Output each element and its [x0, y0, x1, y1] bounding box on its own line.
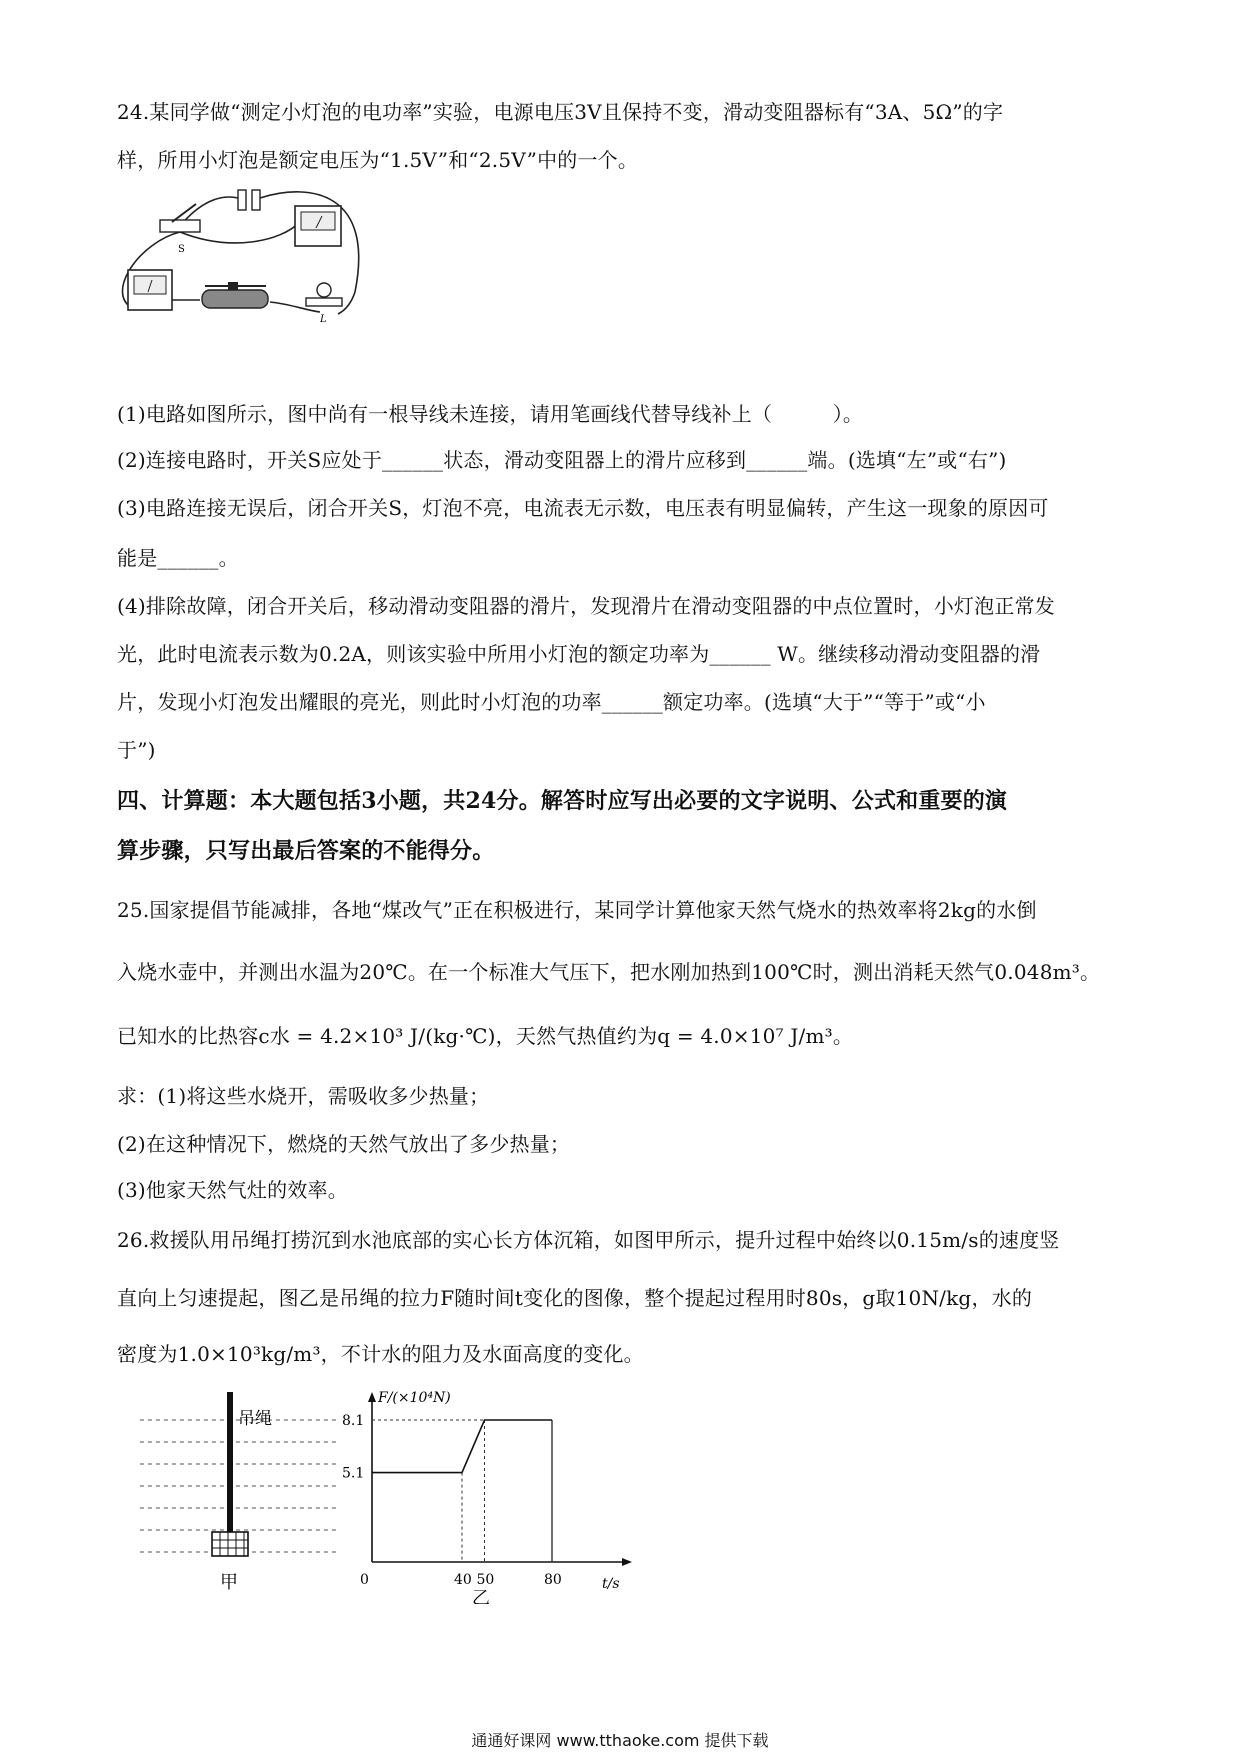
- caisson-box: [212, 1532, 248, 1556]
- x-axis-label: t/s: [602, 1576, 620, 1592]
- q24-part-4-line-2: 光，此时电流表示数为0.2A，则该实验中所用小灯泡的额定功率为______ W。继续移动滑动变阻器的滑: [117, 642, 1041, 666]
- lamp-label: L: [320, 314, 327, 325]
- lamp-icon: [306, 283, 342, 306]
- rheostat-icon: [202, 282, 268, 308]
- section-4-heading-line-2: 算步骤，只写出最后答案的不能得分。: [117, 838, 495, 864]
- x-tick-label: 40: [454, 1572, 472, 1588]
- q26-line-2: 直向上匀速提起，图乙是吊绳的拉力F随时间t变化的图像，整个提起过程用时80s，g取10N/kg，水的: [117, 1286, 1033, 1310]
- q24-part-4-line-4: 于”): [117, 738, 156, 762]
- series-line: [372, 1420, 552, 1473]
- figure-jia-caption: 甲: [220, 1572, 238, 1592]
- q24-stem-line-1: 24.某同学做“测定小灯泡的电功率”实验，电源电压3V且保持不变，滑动变阻器标有“3A、5Ω”的字: [117, 100, 1004, 124]
- y-tick-label: 8.1: [342, 1413, 365, 1429]
- switch-icon: [160, 204, 200, 232]
- force-time-chart: [340, 1384, 640, 1604]
- battery-icon: [238, 190, 260, 210]
- q24-part-2: (2)连接电路时，开关S应处于______状态，滑动变阻器上的滑片应移到______端。(选填“左”或“右”): [117, 448, 1007, 472]
- y-axis-arrow-icon: [368, 1392, 376, 1402]
- q24-part-3-line-2: 能是______。: [117, 546, 239, 570]
- footer-watermark: 通通好课网 www.tthaoke.com 提供下载: [471, 1731, 769, 1750]
- x-tick-label: 50: [476, 1572, 495, 1588]
- q24-part-4-line-3: 片，发现小灯泡发出耀眼的亮光，则此时小灯泡的功率______额定功率。(选填“大于”“等于”或“小: [117, 690, 986, 714]
- q25-ask-1: 求：(1)将这些水烧开，需吸收多少热量；: [117, 1084, 490, 1108]
- q25-line-2: 入烧水壶中，并测出水温为20℃。在一个标准大气压下，把水刚加热到100℃时，测出消耗天然气0.048m³。: [117, 960, 1101, 984]
- q25-line-3: 已知水的比热容c水 = 4.2×10³ J/(kg·℃)，天然气热值约为q = 4.0×10⁷ J/m³。: [117, 1024, 854, 1048]
- x-tick-label: 80: [544, 1572, 562, 1588]
- q24-part-3-line-1: (3)电路连接无误后，闭合开关S，灯泡不亮，电流表无示数，电压表有明显偏转，产生这一现象的原因可: [117, 496, 1049, 520]
- q25-ask-2: (2)在这种情况下，燃烧的天然气放出了多少热量；: [117, 1132, 571, 1156]
- q26-line-1: 26.救援队用吊绳打捞沉到水池底部的实心长方体沉箱，如图甲所示，提升过程中始终以0.15m/s的速度竖: [117, 1228, 1060, 1252]
- origin-label: 0: [360, 1572, 369, 1588]
- figure-yi-caption: 乙: [472, 1588, 490, 1604]
- q25-ask-3: (3)他家天然气灶的效率。: [117, 1178, 348, 1202]
- switch-label: S: [178, 244, 185, 255]
- circuit-figure: [110, 182, 370, 332]
- y-axis-label: F/(×10⁴N): [378, 1390, 451, 1406]
- ammeter-icon: [128, 270, 172, 310]
- q24-stem-line-2: 样，所用小灯泡是额定电压为“1.5V”和“2.5V”中的一个。: [117, 148, 639, 172]
- voltmeter-icon: [295, 206, 341, 246]
- y-tick-label: 5.1: [342, 1465, 365, 1482]
- rope-label: 吊绳: [238, 1409, 272, 1429]
- q24-part-1: (1)电路如图所示，图中尚有一根导线未连接，请用笔画线代替导线补上（ ）。: [117, 402, 864, 426]
- x-axis-arrow-icon: [622, 1558, 632, 1566]
- section-4-heading-line-1: 四、计算题：本大题包括3小题，共24分。解答时应写出必要的文字说明、公式和重要的演: [117, 788, 1008, 814]
- figure-jia: [140, 1392, 340, 1592]
- q24-part-4-line-1: (4)排除故障，闭合开关后，移动滑动变阻器的滑片，发现滑片在滑动变阻器的中点位置时，小灯泡正常发: [117, 594, 1055, 618]
- q26-line-3: 密度为1.0×10³kg/m³，不计水的阻力及水面高度的变化。: [117, 1342, 644, 1366]
- q25-line-1: 25.国家提倡节能减排，各地“煤改气”正在积极进行，某同学计算他家天然气烧水的热效率将2kg的水倒: [117, 898, 1037, 922]
